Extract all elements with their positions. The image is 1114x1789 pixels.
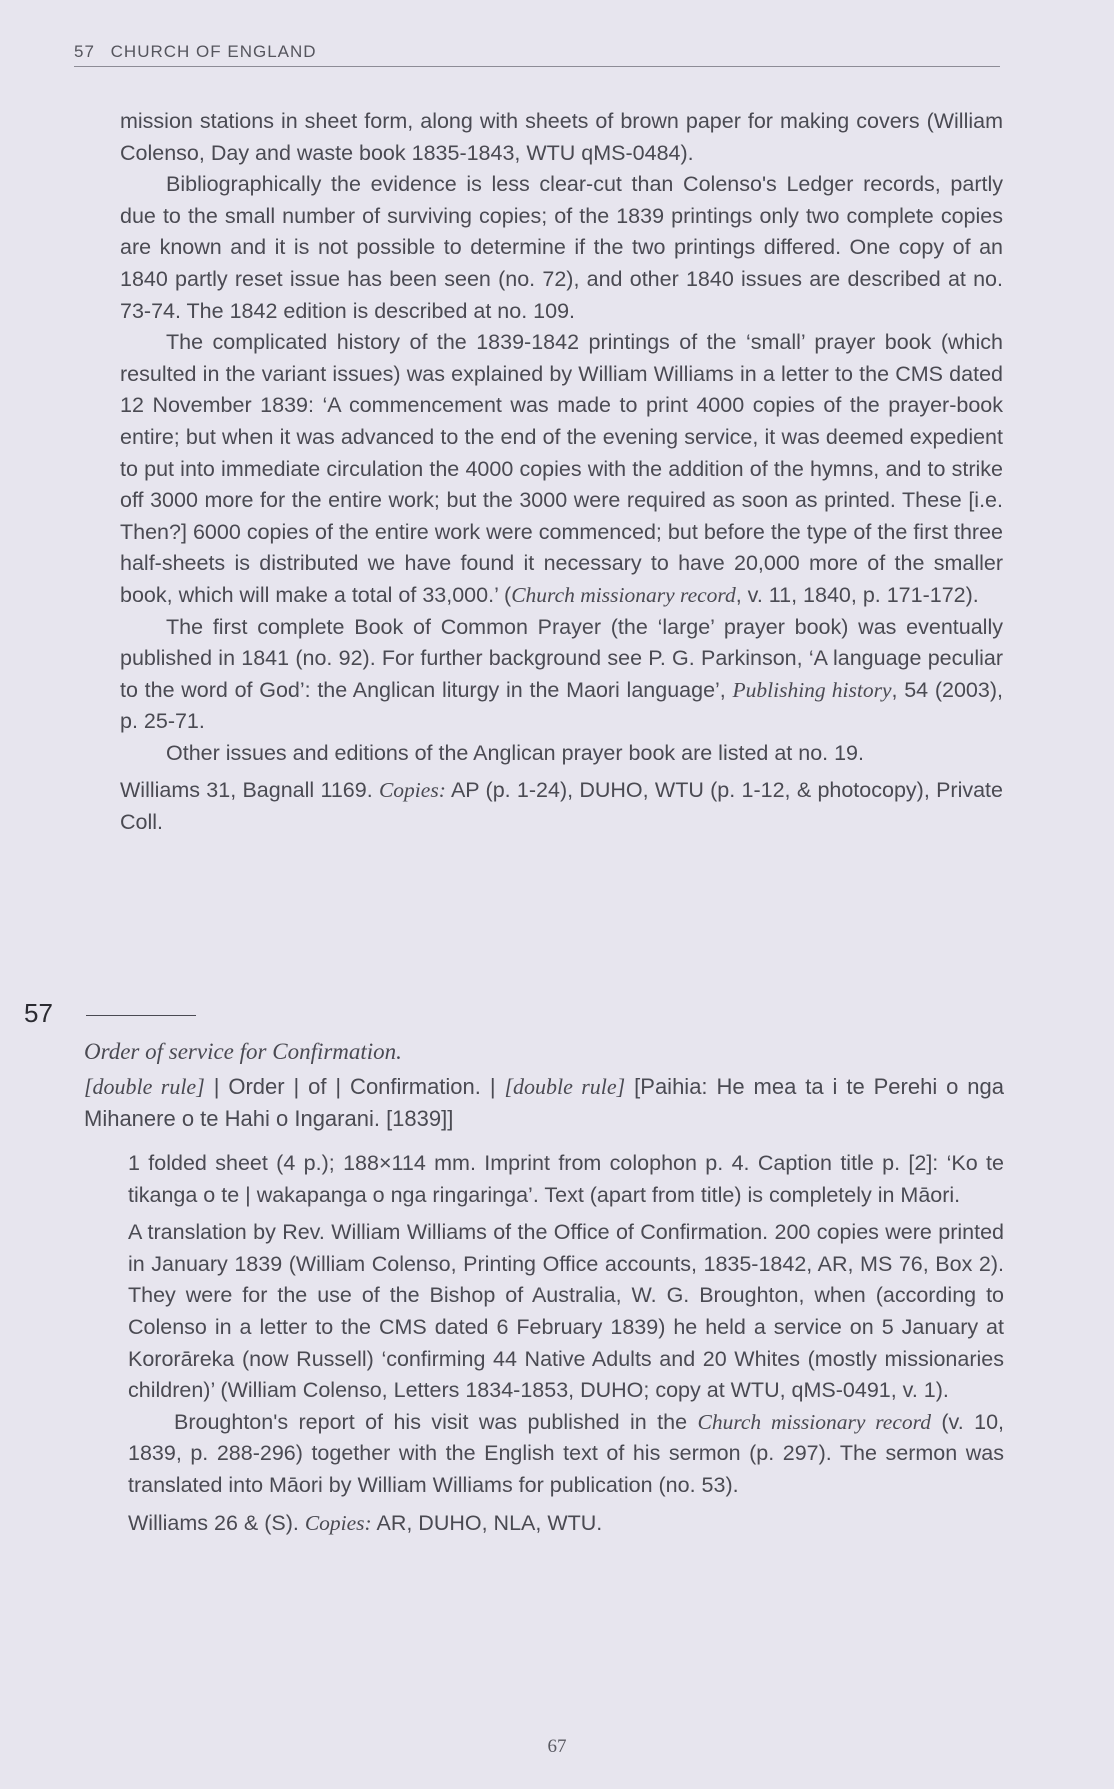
- bibliographic-paragraph: Bibliographically the evidence is less clear-cut than Colenso's Ledger records, partly due to the small number of surviving copies; of the 1839 printings only two complete copies are known and it is not possible to determine if the two printings differed. One copy of an 1840 partly reset issue has been seen (no. 72), and other 1840 issues are described at no. 73-74. The 1842 edition is described at no. 109.: [120, 172, 1003, 323]
- transcription-title: | Order | of | Confirmation. |: [204, 1074, 505, 1099]
- prayer-book-paragraph: [120, 612, 1003, 738]
- physical-description: 1 folded sheet (4 p.); 188×114 mm. Imprint from colophon p. 4. Caption title p. [2]: ‘Ko te tikanga o te | wakapanga o nga ringaringa’. Text (apart from title) is completely in Māori.: [128, 1151, 1004, 1207]
- translation-note: A translation by Rev. William Williams of the Office of Confirmation. 200 copies were printed in January 1839 (William Colenso, Printing Office accounts, 1835-1842, AR, MS 76, Box 2). They were for the use of the Bishop of Australia, W. G. Broughton, when (according to Colenso in a letter to the CMS dated 6 February 1839) he held a service on 5 January at Kororāreka (now Russell) ‘confirming 44 Native Adults and 20 Whites (mostly missionaries children)’ (William Colenso, Letters 1834-1853, DUHO; copy at WTU, qMS-0491, v. 1).: [128, 1220, 1004, 1403]
- entry-copies-label: Copies:: [304, 1510, 372, 1535]
- entry-57-body: [128, 1148, 1004, 1539]
- broughton-citation: (v. 10, 1839, p. 288-296) together with the English text of his sermon (p. 297). The sermon was translated into Māori by William Williams for publication (no. 53).: [128, 1409, 1004, 1497]
- broughton-note: [128, 1407, 1004, 1502]
- prayer-book-italic-title: Publishing history: [732, 677, 892, 702]
- entry-copies-paragraph: [128, 1508, 1004, 1540]
- other-issues-paragraph: Other issues and editions of the Anglican prayer book are listed at no. 19.: [166, 740, 864, 765]
- history-citation: , v. 11, 1840, p. 171-172).: [735, 582, 979, 607]
- running-head-number: 57: [74, 42, 95, 61]
- entry-number: 57: [24, 998, 53, 1028]
- copies-paragraph: [120, 775, 1003, 838]
- entry-number-rule: [86, 1015, 196, 1016]
- copies-refs: Williams 31, Bagnall 1169.: [120, 778, 379, 803]
- broughton-italic-title: Church missionary record: [697, 1409, 931, 1434]
- entry-copies-list: AR, DUHO, NLA, WTU.: [371, 1510, 603, 1535]
- title-transcription: [84, 1071, 1004, 1135]
- entry-title: Order of service for Confirmation.: [84, 1039, 402, 1064]
- continuation-paragraph: mission stations in sheet form, along with sheets of brown paper for making covers (William Colenso, Day and waste book 1835-1843, WTU qMS-0484).: [120, 109, 1003, 165]
- history-paragraph: [120, 327, 1003, 611]
- history-italic-title: Church missionary record: [511, 582, 736, 607]
- transcription-imprint: [Paihia: He mea ta i te Perehi o nga Mihanere o te Hahi o Ingarani. [1839]]: [84, 1074, 1004, 1131]
- copies-label: Copies:: [378, 778, 446, 803]
- broughton-text: Broughton's report of his visit was published in the: [174, 1409, 698, 1434]
- header-rule: [74, 66, 1000, 67]
- running-head: [74, 42, 1000, 62]
- prayer-book-citation: , 54 (2003), p. 25-71.: [120, 677, 1003, 734]
- double-rule-note-1: [double rule]: [84, 1074, 205, 1099]
- entry-copies-refs: Williams 26 & (S).: [128, 1510, 305, 1535]
- double-rule-note-2: [double rule]: [504, 1074, 626, 1099]
- copies-list: AP (p. 1-24), DUHO, WTU (p. 1-12, & photocopy), Private Coll.: [120, 778, 1003, 835]
- history-text: The complicated history of the 1839-1842 printings of the ‘small’ prayer book (which resulted in the variant issues) was explained by William Williams in a letter to the CMS dated 12 November 1839: ‘A commencement was made to print 4000 copies of the prayer-book entire; but when it was advanced to the end of the evening service, it was deemed expedient to put into immediate circulation the 4000 copies with the addition of the hymns, and to strike off 3000 more for the entire work; but the 3000 were required as soon as printed. These [i.e. Then?] 6000 copies of the entire work were commenced; but before the type of the first three half-sheets is distributed we have found it necessary to have 20,000 more of the smaller book, which will make a total of 33,000.’ (: [120, 330, 1003, 607]
- running-head-title: CHURCH OF ENGLAND: [110, 42, 317, 61]
- prayer-book-text: The first complete Book of Common Prayer (the ‘large’ prayer book) was eventually published in 1841 (no. 92). For further background see P. G. Parkinson, ‘A language peculiar to the word of God’: the Anglican liturgy in the Maori language’,: [120, 614, 1003, 702]
- page-number: 67: [547, 1736, 567, 1757]
- entry-56-continuation: [120, 106, 1003, 839]
